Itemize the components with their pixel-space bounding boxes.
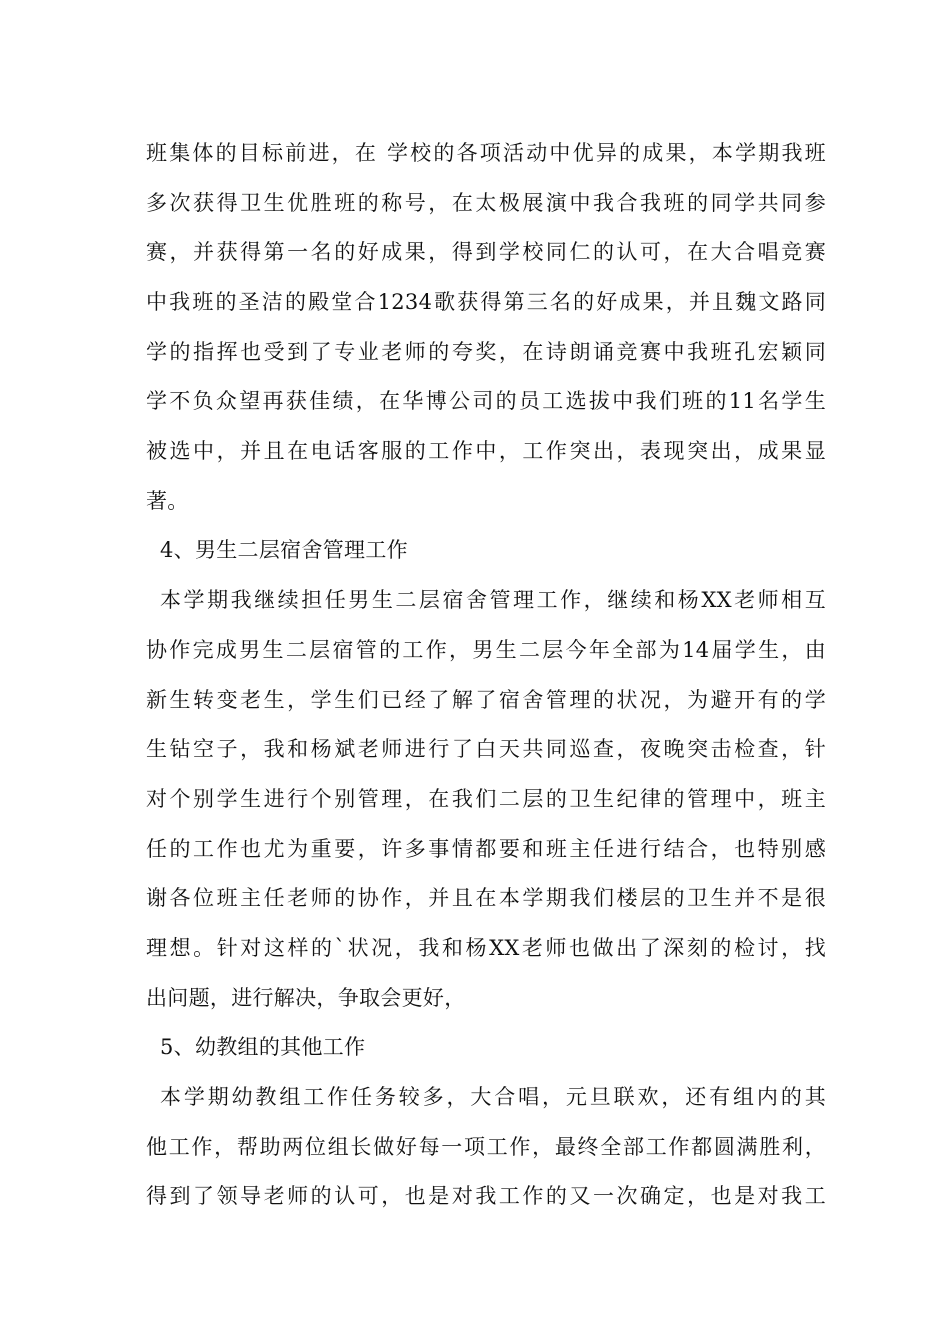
paragraph-line: 谢各位班主任老师的协作，并且在本学期我们楼层的卫生并不是很	[146, 886, 826, 910]
paragraph-line: 得到了领导老师的认可，也是对我工作的又一次确定，也是对我工	[146, 1184, 826, 1208]
paragraph-line: 任的工作也尤为重要，许多事情都要和班主任进行结合，也特别感	[146, 837, 826, 861]
paragraph-line: 学的指挥也受到了专业老师的夸奖，在诗朗诵竞赛中我班孔宏颖同	[146, 340, 826, 364]
paragraph-line: 出问题，进行解决，争取会更好，	[146, 986, 466, 1010]
paragraph-line: 赛，并获得第一名的好成果，得到学校同仁的认可，在大合唱竞赛	[146, 240, 826, 264]
paragraph-line: 学不负众望再获佳绩，在华博公司的员工选拔中我们班的11名学生	[146, 389, 826, 413]
paragraph-line: 对个别学生进行个别管理，在我们二层的卫生纪律的管理中，班主	[146, 787, 826, 811]
paragraph-line: 班集体的目标前进，在 学校的各项活动中优异的成果，本学期我班	[146, 141, 826, 165]
paragraph-line: 著。	[146, 489, 189, 513]
paragraph-line: 本学期我继续担任男生二层宿舍管理工作，继续和杨XX老师相互	[160, 588, 826, 612]
section-heading: 4、男生二层宿舍管理工作	[160, 538, 408, 562]
paragraph-line: 他工作，帮助两位组长做好每一项工作，最终全部工作都圆满胜利，	[146, 1135, 826, 1159]
paragraph-line: 生钻空子，我和杨斌老师进行了白天共同巡查，夜晚突击检查，针	[146, 737, 826, 761]
paragraph-line: 多次获得卫生优胜班的称号，在太极展演中我合我班的同学共同参	[146, 191, 826, 215]
paragraph-line: 新生转变老生，学生们已经了解了宿舍管理的状况，为避开有的学	[146, 688, 826, 712]
paragraph-line: 被选中，并且在电话客服的工作中，工作突出，表现突出，成果显	[146, 439, 826, 463]
paragraph-line: 中我班的圣洁的殿堂合1234歌获得第三名的好成果，并且魏文路同	[146, 290, 826, 314]
section-heading: 5、幼教组的其他工作	[160, 1035, 366, 1059]
paragraph-line: 协作完成男生二层宿管的工作，男生二层今年全部为14届学生，由	[146, 638, 826, 662]
paragraph-line: 本学期幼教组工作任务较多，大合唱，元旦联欢，还有组内的其	[160, 1085, 826, 1109]
paragraph-line: 理想。针对这样的`状况，我和杨XX老师也做出了深刻的检讨，找	[146, 936, 826, 960]
